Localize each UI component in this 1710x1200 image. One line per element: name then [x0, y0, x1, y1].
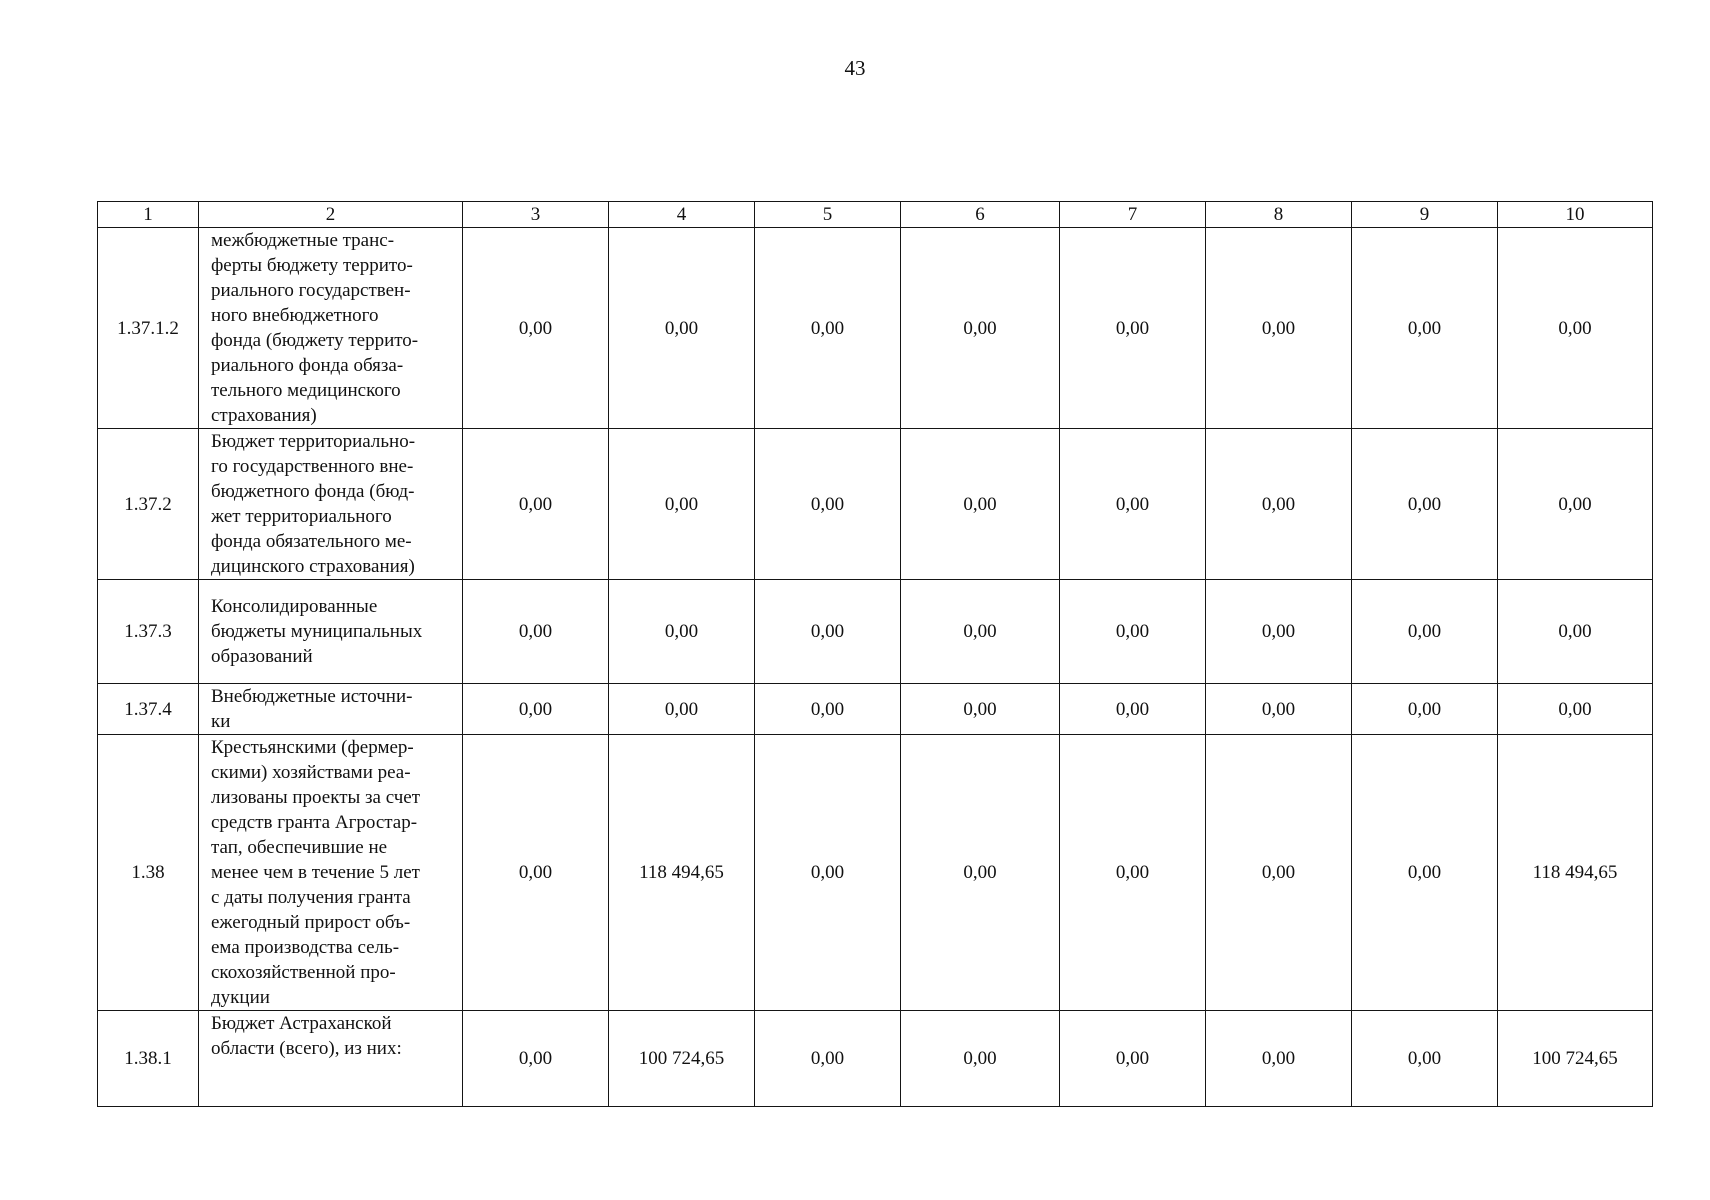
value-cell: 0,00 [1498, 580, 1653, 684]
value-cell: 0,00 [463, 429, 609, 580]
value-cell: 0,00 [609, 228, 755, 429]
value-cell: 0,00 [755, 429, 901, 580]
value-cell: 0,00 [1060, 429, 1206, 580]
value-cell: 118 494,65 [1498, 735, 1653, 1011]
value-cell: 0,00 [1206, 228, 1352, 429]
value-cell: 0,00 [463, 228, 609, 429]
value-cell: 0,00 [755, 735, 901, 1011]
column-header: 3 [463, 202, 609, 228]
value-cell: 0,00 [463, 580, 609, 684]
column-header: 5 [755, 202, 901, 228]
table-row [98, 735, 1653, 1011]
value-cell: 0,00 [1352, 735, 1498, 1011]
row-code: 1.37.2 [98, 429, 199, 580]
value-cell: 0,00 [463, 1011, 609, 1107]
row-description: межбюджетные транс- ферты бюджету террито- риального государствен- ного внебюджетного фонда (бюджету террито- риального фонда обяза- тельного медицинского страхования) [199, 228, 463, 429]
header-row [98, 202, 1653, 228]
value-cell: 0,00 [755, 1011, 901, 1107]
table-row [98, 580, 1653, 684]
value-cell: 0,00 [1352, 1011, 1498, 1107]
value-cell: 0,00 [1060, 1011, 1206, 1107]
table-row [98, 429, 1653, 580]
column-header: 2 [199, 202, 463, 228]
value-cell: 0,00 [1060, 228, 1206, 429]
row-description: Внебюджетные источни- ки [199, 684, 463, 735]
column-header: 1 [98, 202, 199, 228]
value-cell: 0,00 [901, 684, 1060, 735]
value-cell: 118 494,65 [609, 735, 755, 1011]
value-cell: 0,00 [1206, 1011, 1352, 1107]
value-cell: 0,00 [609, 684, 755, 735]
column-header: 9 [1352, 202, 1498, 228]
value-cell: 0,00 [463, 735, 609, 1011]
column-header: 4 [609, 202, 755, 228]
value-cell: 0,00 [1206, 684, 1352, 735]
value-cell: 0,00 [1060, 735, 1206, 1011]
value-cell: 0,00 [1206, 429, 1352, 580]
value-cell: 0,00 [755, 684, 901, 735]
value-cell: 0,00 [1498, 684, 1653, 735]
table-row [98, 684, 1653, 735]
row-code: 1.38.1 [98, 1011, 199, 1107]
column-header: 6 [901, 202, 1060, 228]
table-row [98, 1011, 1653, 1107]
value-cell: 0,00 [1060, 684, 1206, 735]
value-cell: 0,00 [1498, 228, 1653, 429]
column-header: 8 [1206, 202, 1352, 228]
value-cell: 0,00 [1498, 429, 1653, 580]
value-cell: 0,00 [1352, 228, 1498, 429]
row-description: Бюджет Астраханской области (всего), из них: [199, 1011, 463, 1107]
column-header: 10 [1498, 202, 1653, 228]
table-row [98, 228, 1653, 429]
value-cell: 0,00 [609, 429, 755, 580]
value-cell: 0,00 [1060, 580, 1206, 684]
budget-table [97, 201, 1653, 1107]
value-cell: 0,00 [463, 684, 609, 735]
value-cell: 100 724,65 [1498, 1011, 1653, 1107]
value-cell: 0,00 [1206, 580, 1352, 684]
value-cell: 0,00 [1352, 429, 1498, 580]
value-cell: 0,00 [901, 228, 1060, 429]
value-cell: 0,00 [755, 228, 901, 429]
value-cell: 0,00 [901, 735, 1060, 1011]
row-code: 1.37.3 [98, 580, 199, 684]
row-description: Крестьянскими (фермер- скими) хозяйствами реа- лизованы проекты за счет средств гранта Агростар- тап, обеспечившие не менее чем в течение 5 лет с даты получения гранта ежегодный прирост объ- ема производства сель- скохозяйственной про- дукции [199, 735, 463, 1011]
value-cell: 0,00 [901, 1011, 1060, 1107]
page-number: 43 [844, 56, 866, 80]
row-description: Консолидированные бюджеты муниципальных образований [199, 580, 463, 684]
value-cell: 0,00 [1352, 684, 1498, 735]
value-cell: 0,00 [609, 580, 755, 684]
value-cell: 0,00 [1352, 580, 1498, 684]
row-code: 1.37.1.2 [98, 228, 199, 429]
row-description: Бюджет территориально- го государственного вне- бюджетного фонда (бюд- жет территориального фонда обязательного ме- дицинского страхования) [199, 429, 463, 580]
row-code: 1.38 [98, 735, 199, 1011]
row-code: 1.37.4 [98, 684, 199, 735]
value-cell: 0,00 [755, 580, 901, 684]
value-cell: 0,00 [901, 580, 1060, 684]
column-header: 7 [1060, 202, 1206, 228]
value-cell: 0,00 [901, 429, 1060, 580]
value-cell: 100 724,65 [609, 1011, 755, 1107]
value-cell: 0,00 [1206, 735, 1352, 1011]
